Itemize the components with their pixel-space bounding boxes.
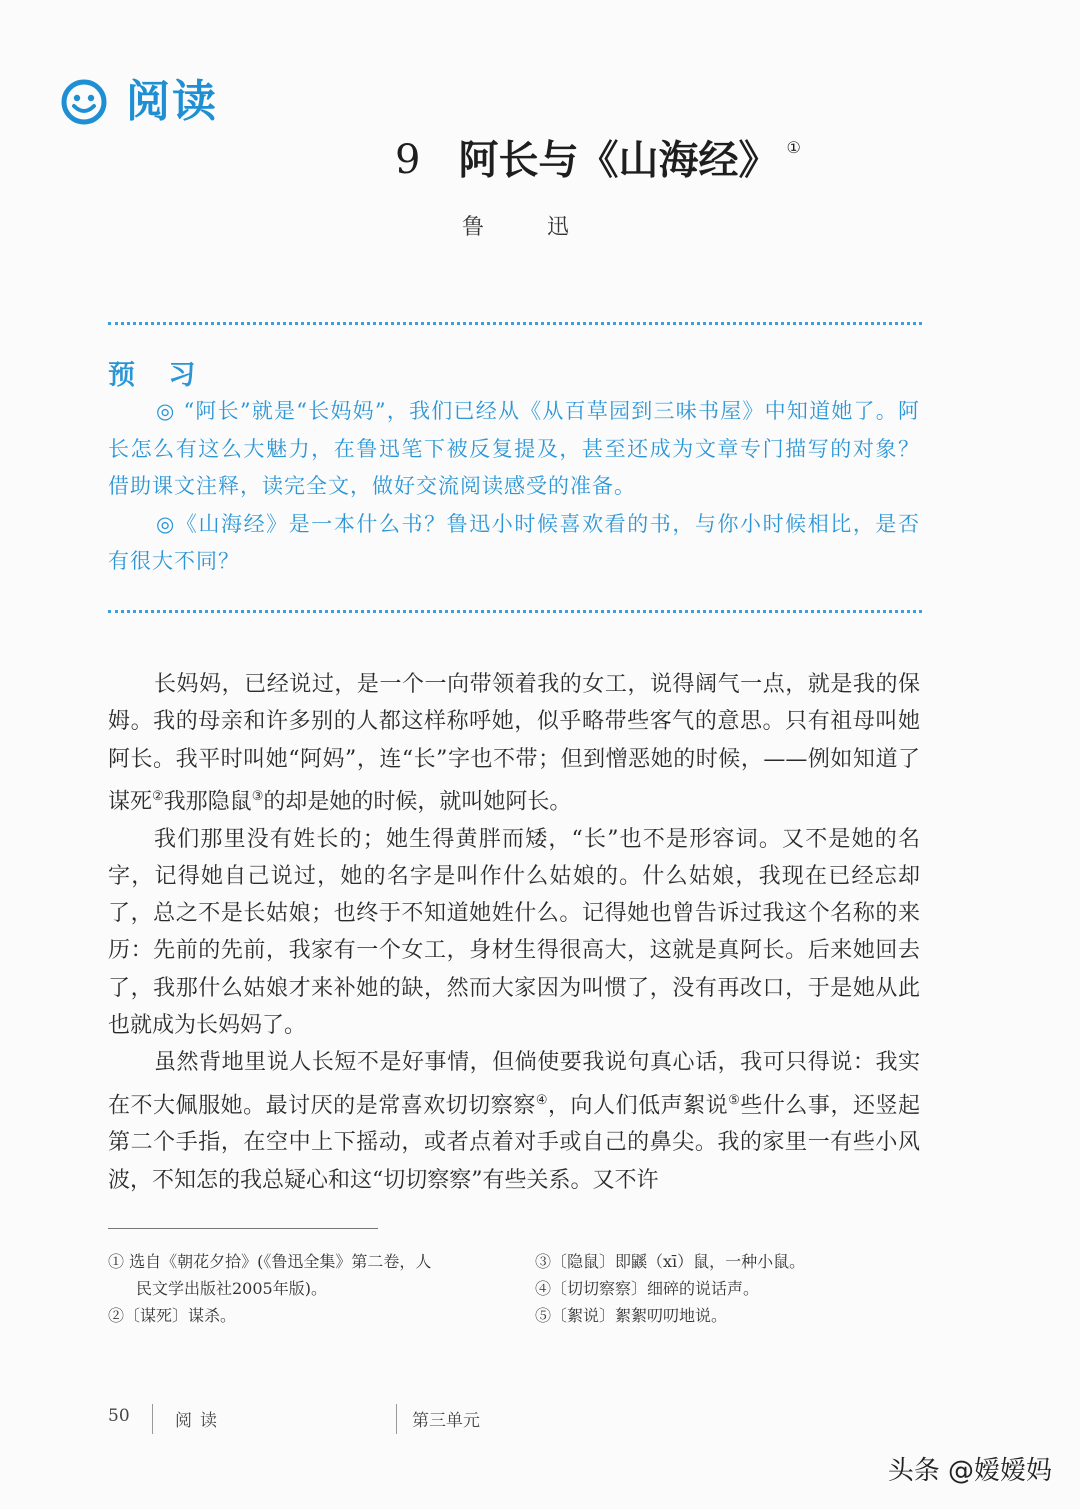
- footer-unit: 第三单元: [412, 1411, 480, 1431]
- paragraph-2: 我们那里没有姓长的；她生得黄胖而矮，“长”也不是形容词。又不是她的名字，记得她自己说过，她的名字是叫作什么姑娘的。什么姑娘，我现在已经忘却了，总之不是长姑娘；也终于不知道她姓什么。记得她也曾告诉过我这个名称的来历：先前的先前，我家有一个女工，身材生得很高大，这就是真阿长。后来她回去了，我那什么姑娘才来补她的缺，然而大家因为叫惯了，没有再改口，于是她从此也就成为长妈妈了。: [108, 826, 920, 1038]
- main-text: [108, 666, 920, 1199]
- footnote-1: ① 选自《朝花夕拾》(《鲁迅全集》第二卷，人: [108, 1252, 432, 1271]
- footnote-3: ③〔隐鼠〕即鼷（xī）鼠，一种小鼠。: [535, 1252, 806, 1271]
- lesson-number: 9: [395, 137, 421, 184]
- lesson-title: [395, 128, 801, 186]
- footnote-ref: ②: [152, 788, 164, 804]
- preview-box: [108, 393, 920, 581]
- page-number: 50: [108, 1406, 130, 1426]
- footnote-5: ⑤〔絮说〕絮絮叨叨地说。: [535, 1306, 728, 1325]
- preview-bottom-divider: [108, 610, 922, 613]
- footer-separator: [396, 1404, 397, 1434]
- watermark: 头条 @嫒嫒妈: [887, 1456, 1052, 1486]
- footnote-ref: ③: [251, 788, 264, 804]
- preview-item: ◎ “阿长”就是“长妈妈”，我们已经从《从百草园到三味书屋》中知道她了。阿长怎么有这么大魅力，在鲁迅笔下被反复提及，甚至还成为文章专门描写的对象？借助课文注释，读完全文，做好交流阅读感受的准备。: [108, 399, 920, 498]
- preview-item: ◎《山海经》是一本什么书？鲁迅小时候喜欢看的书，与你小时候相比，是否有很大不同？: [108, 511, 920, 573]
- paragraph-1: 长妈妈，已经说过，是一个一向带领着我的女工，说得阔气一点，就是我的保姆。我的母亲和许多别的人都这样称呼她，似乎略带些客气的意思。只有祖母叫她阿长。我平时叫她“阿妈”，连“长”字也不带；但到憎恶她的时候，——例如知道了谋死②我那隐鼠③的却是她的时候，就叫她阿长。: [108, 672, 920, 815]
- section-header: [60, 78, 218, 126]
- section-title: 阅读: [126, 76, 218, 127]
- footnote-4: ④〔切切察察〕细碎的说话声。: [535, 1279, 760, 1298]
- footer-section: 阅读: [175, 1411, 225, 1431]
- smiley-icon: [60, 78, 108, 126]
- footnote-ref: ⑤: [728, 1092, 741, 1108]
- author: 鲁 迅: [462, 215, 597, 240]
- paragraph-3: 虽然背地里说人长短不是好事情，但倘使要我说句真心话，我可只得说：我实在不大佩服她。最讨厌的是常喜欢切切察察④，向人们低声絮说⑤些什么事，还竖起第二个手指，在空中上下摇动，或者点着对手或自己的鼻尖。我的家里一有些小风波，不知怎的我总疑心和这“切切察察”有些关系。又不许: [108, 1050, 921, 1193]
- footer-separator: [152, 1404, 153, 1434]
- lesson-title-text: 阿长与《山海经》: [458, 136, 779, 184]
- footnote-2: ②〔谋死〕谋杀。: [108, 1306, 237, 1325]
- footnote-1-cont: 民文学出版社2005年版)。: [136, 1279, 327, 1298]
- footnote-ref: ④: [535, 1092, 549, 1108]
- preview-top-divider: [108, 322, 922, 325]
- preview-heading: 预 习: [108, 360, 208, 391]
- footnotes-left: [108, 1248, 498, 1329]
- footnotes-right: [535, 1248, 935, 1329]
- title-note-mark: ①: [786, 138, 801, 157]
- footnote-rule: [108, 1228, 378, 1229]
